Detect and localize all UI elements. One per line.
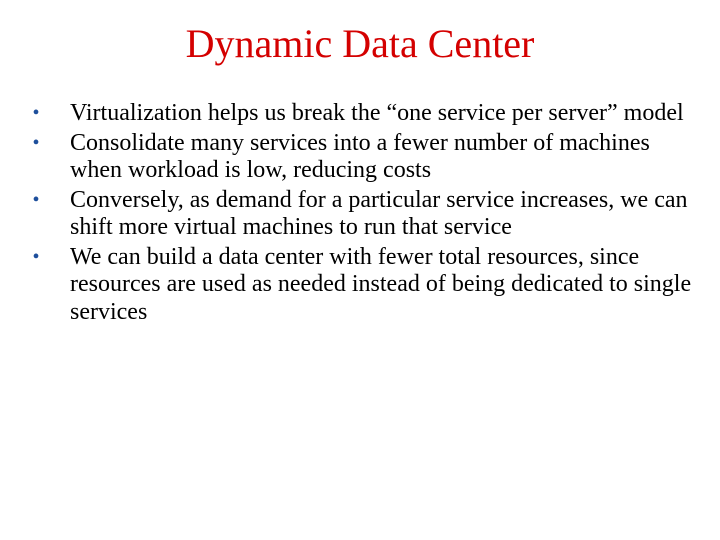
bullet-list: [26, 100, 696, 328]
slide-title: Dynamic Data Center: [185, 21, 535, 66]
bullet-text: Conversely, as demand for a particular service increases, we can shift more virtual machines to run that service: [70, 186, 688, 240]
bullet-text: Virtualization helps us break the “one service per server” model: [70, 100, 684, 126]
bullet-icon: •: [32, 245, 40, 268]
bullet-icon: •: [32, 188, 40, 211]
bullet-text: We can build a data center with fewer total resources, since resources are used as needed instead of being dedicated to single services: [70, 243, 692, 325]
bullet-icon: •: [32, 131, 40, 154]
bullet-icon: •: [32, 102, 40, 124]
bullet-item-conversely: [26, 187, 696, 242]
bullet-item-consolidate: [26, 130, 696, 185]
bullet-text: Consolidate many services into a fewer number of machines when workload is low, reducing costs: [70, 129, 650, 183]
bullet-item-virtualization: [26, 100, 696, 128]
bullet-item-data-center: [26, 244, 696, 327]
